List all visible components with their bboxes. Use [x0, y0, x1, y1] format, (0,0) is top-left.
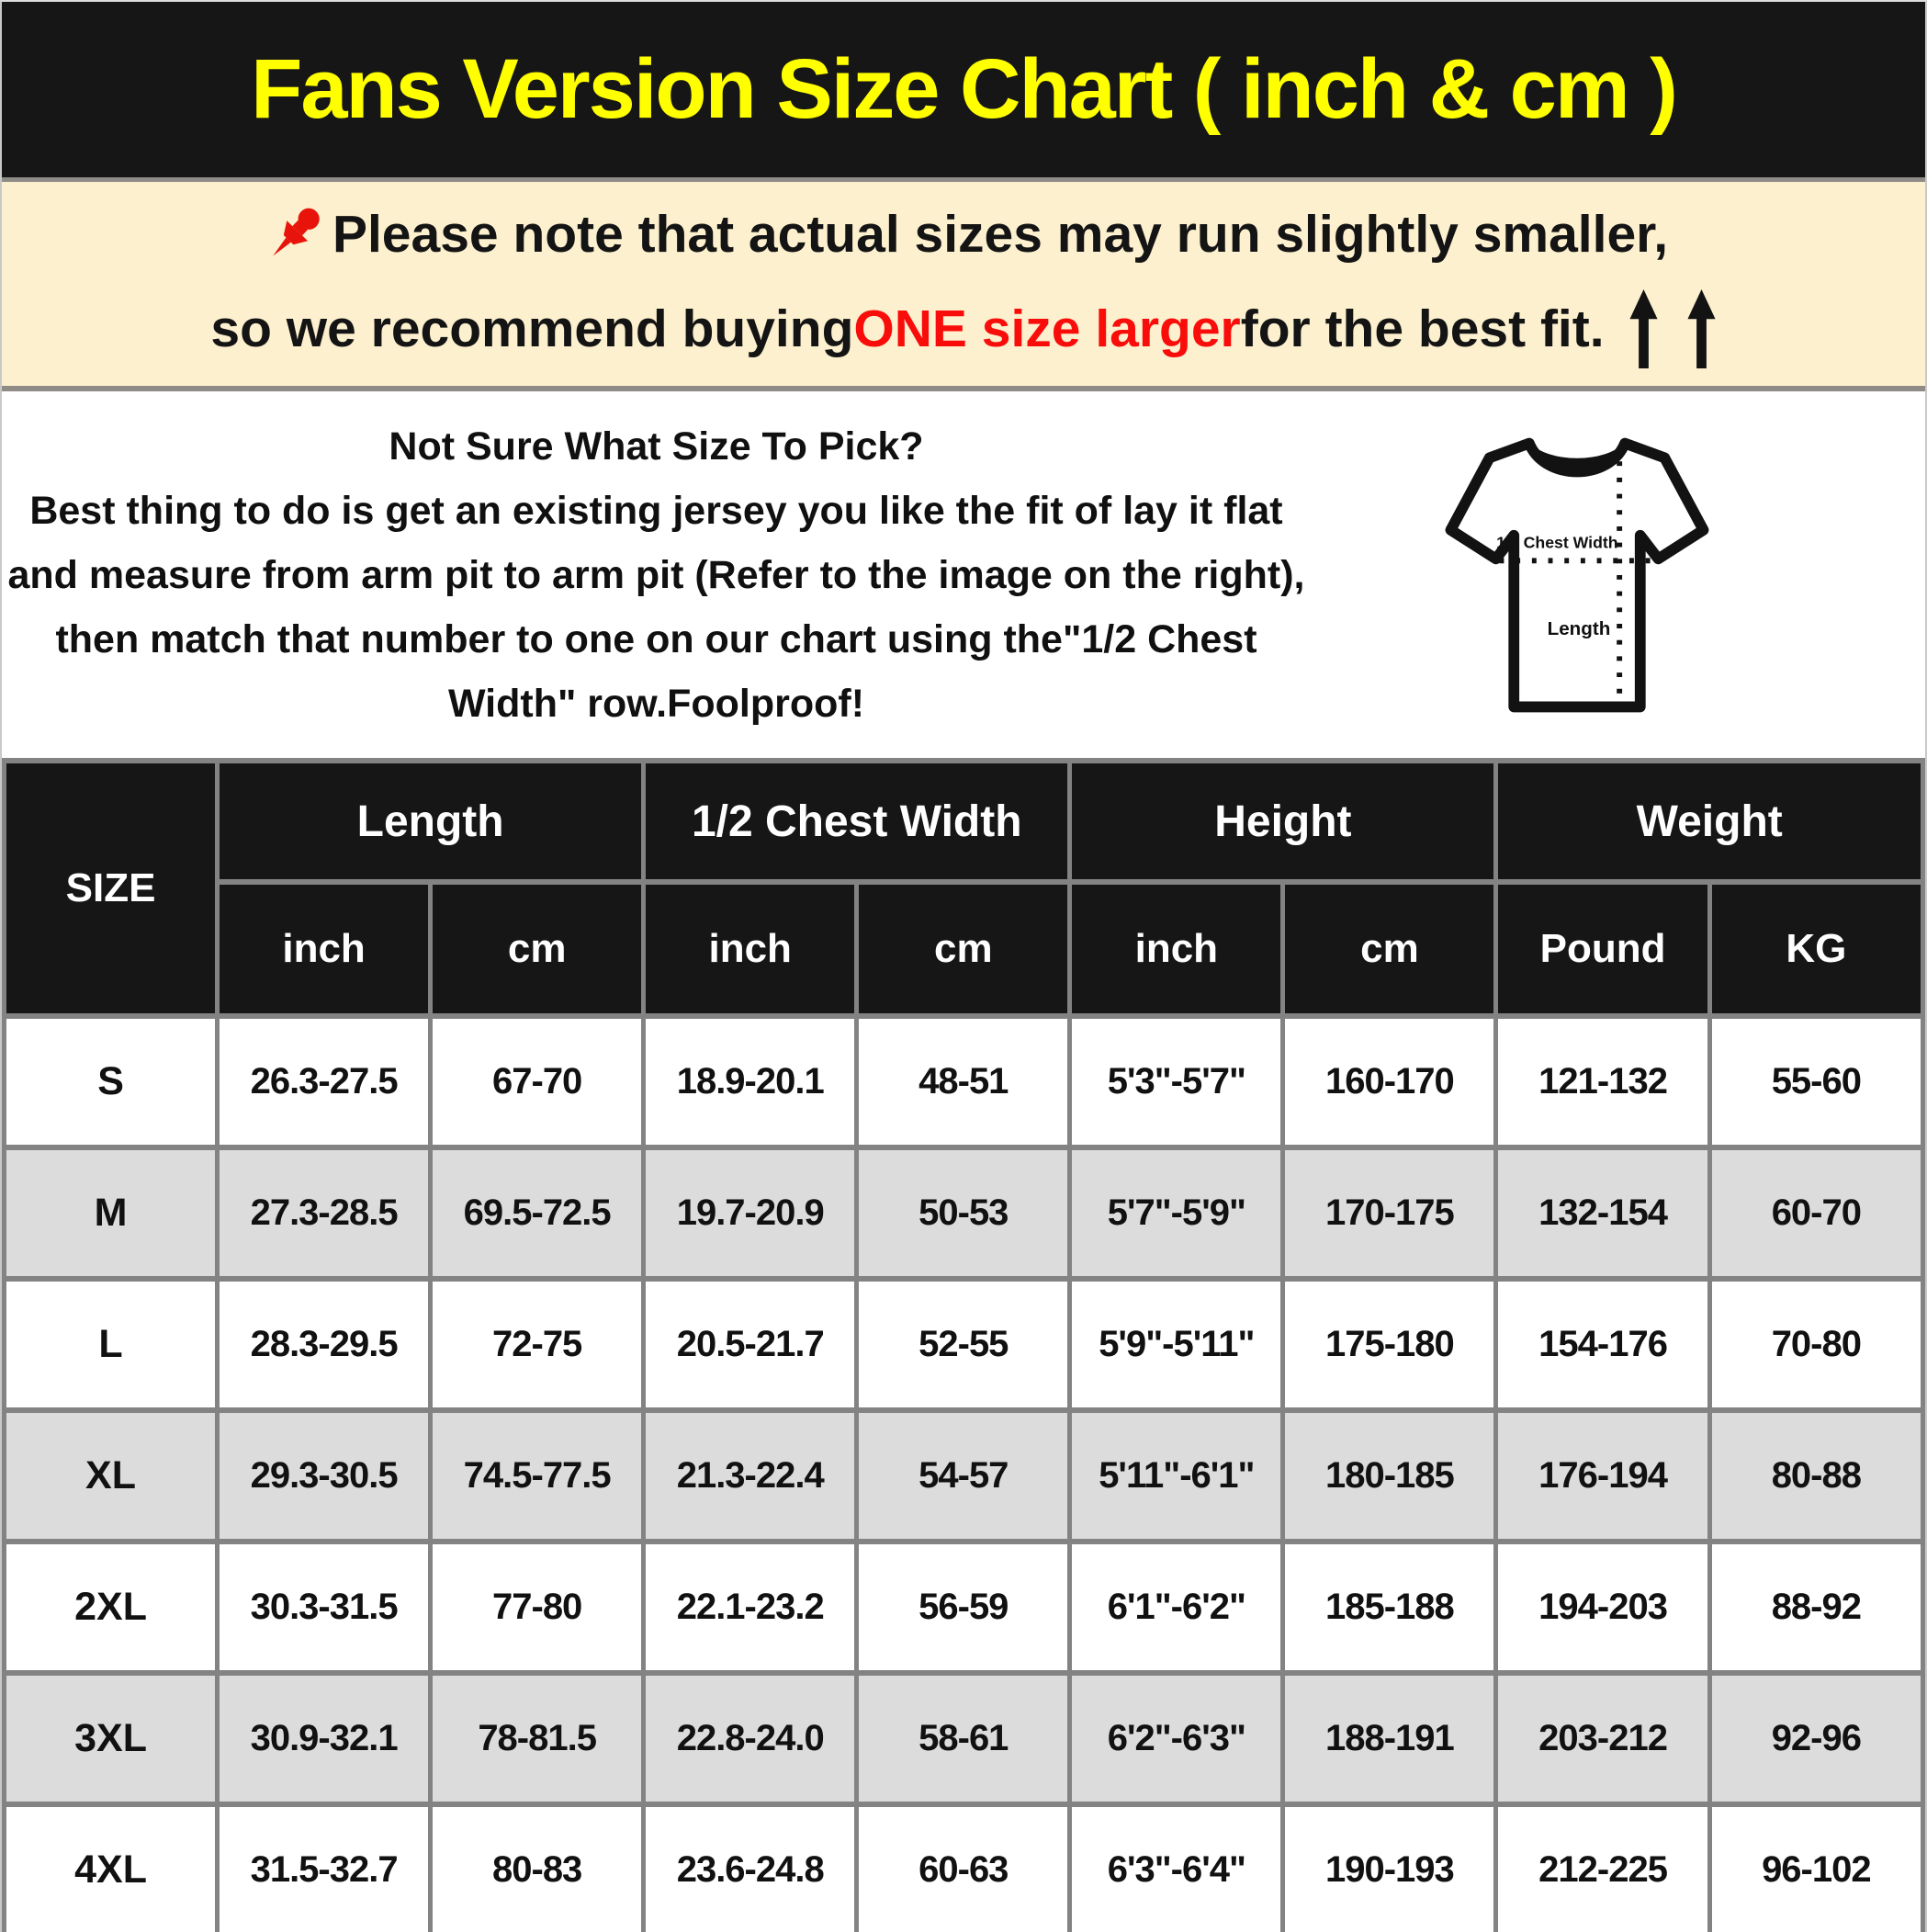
chest-width-label: 1/2 Chest Width [1496, 533, 1618, 552]
table-cell: 27.3-28.5 [218, 1147, 431, 1279]
table-cell: 23.6-24.8 [644, 1804, 857, 1932]
table-cell: 31.5-32.7 [218, 1804, 431, 1932]
size-label: 3XL [5, 1673, 218, 1804]
guide-heading: Not Sure What Size To Pick? [389, 424, 924, 469]
guide-line: Width" row.Foolproof! [447, 681, 865, 726]
notice-text-2-suffix: for the best fit. [1240, 299, 1605, 358]
table-cell: 5'11"-6'1" [1070, 1410, 1283, 1542]
table-row [5, 1147, 1923, 1279]
sizing-guide-text [2, 391, 1311, 758]
size-label: 4XL [5, 1804, 218, 1932]
table-cell: 212-225 [1496, 1804, 1709, 1932]
size-label: XL [5, 1410, 218, 1542]
table-cell: 22.1-23.2 [644, 1542, 857, 1673]
table-cell: 176-194 [1496, 1410, 1709, 1542]
unit-header: inch [218, 882, 431, 1016]
table-cell: 180-185 [1283, 1410, 1496, 1542]
table-cell: 70-80 [1709, 1279, 1922, 1410]
size-table-wrap [2, 758, 1925, 1932]
table-cell: 60-63 [857, 1804, 1070, 1932]
table-cell: 203-212 [1496, 1673, 1709, 1804]
unit-header: cm [857, 882, 1070, 1016]
up-arrow-icon [1628, 289, 1659, 368]
weight-group-header: Weight [1496, 761, 1923, 882]
size-label: S [5, 1016, 218, 1147]
table-cell: 50-53 [857, 1147, 1070, 1279]
table-cell: 21.3-22.4 [644, 1410, 857, 1542]
page-title: Fans Version Size Chart ( inch & cm ) [251, 42, 1676, 136]
table-cell: 132-154 [1496, 1147, 1709, 1279]
table-row [5, 1410, 1923, 1542]
guide-line: Best thing to do is get an existing jersey you like the fit of lay it flat [29, 488, 1283, 533]
table-cell: 160-170 [1283, 1016, 1496, 1147]
guide-line: and measure from arm pit to arm pit (Refer to the image on the right), [7, 552, 1305, 597]
table-cell: 5'7"-5'9" [1070, 1147, 1283, 1279]
pushpin-icon [259, 199, 329, 269]
table-cell: 96-102 [1709, 1804, 1922, 1932]
up-arrow-icon [1686, 289, 1717, 368]
table-cell: 6'1"-6'2" [1070, 1542, 1283, 1673]
table-cell: 30.3-31.5 [218, 1542, 431, 1673]
table-cell: 80-88 [1709, 1410, 1922, 1542]
table-cell: 60-70 [1709, 1147, 1922, 1279]
table-cell: 154-176 [1496, 1279, 1709, 1410]
unit-header: inch [644, 882, 857, 1016]
table-group-header-row [5, 761, 1923, 882]
notice-text-1: Please note that actual sizes may run slightly smaller, [332, 205, 1669, 264]
table-cell: 190-193 [1283, 1804, 1496, 1932]
table-cell: 80-83 [431, 1804, 644, 1932]
size-column-header: SIZE [5, 761, 218, 1016]
measurement-diagram [1311, 391, 1925, 758]
table-cell: 78-81.5 [431, 1673, 644, 1804]
guide-line: then match that number to one on our chart using the"1/2 Chest [55, 616, 1257, 661]
table-cell: 58-61 [857, 1673, 1070, 1804]
table-cell: 188-191 [1283, 1673, 1496, 1804]
table-cell: 48-51 [857, 1016, 1070, 1147]
table-row [5, 1016, 1923, 1147]
notice-highlight: ONE size larger [853, 299, 1241, 358]
table-cell: 20.5-21.7 [644, 1279, 857, 1410]
table-cell: 69.5-72.5 [431, 1147, 644, 1279]
table-cell: 5'3"-5'7" [1070, 1016, 1283, 1147]
table-cell: 29.3-30.5 [218, 1410, 431, 1542]
notice-banner [2, 177, 1925, 386]
table-cell: 54-57 [857, 1410, 1070, 1542]
sizing-guide-section [2, 386, 1925, 758]
title-bar [2, 2, 1925, 177]
table-row [5, 1279, 1923, 1410]
table-cell: 52-55 [857, 1279, 1070, 1410]
table-cell: 5'9"-5'11" [1070, 1279, 1283, 1410]
table-cell: 74.5-77.5 [431, 1410, 644, 1542]
table-cell: 77-80 [431, 1542, 644, 1673]
tshirt-diagram-icon [1441, 422, 1713, 729]
up-arrows [1628, 289, 1717, 368]
table-cell: 185-188 [1283, 1542, 1496, 1673]
height-group-header: Height [1070, 761, 1496, 882]
table-cell: 170-175 [1283, 1147, 1496, 1279]
length-label: Length [1547, 617, 1611, 639]
table-cell: 26.3-27.5 [218, 1016, 431, 1147]
table-cell: 67-70 [431, 1016, 644, 1147]
unit-header: cm [1283, 882, 1496, 1016]
table-cell: 88-92 [1709, 1542, 1922, 1673]
unit-header: inch [1070, 882, 1283, 1016]
size-label: L [5, 1279, 218, 1410]
unit-header: Pound [1496, 882, 1709, 1016]
table-cell: 121-132 [1496, 1016, 1709, 1147]
table-cell: 19.7-20.9 [644, 1147, 857, 1279]
table-cell: 55-60 [1709, 1016, 1922, 1147]
unit-header: KG [1709, 882, 1922, 1016]
table-cell: 6'2"-6'3" [1070, 1673, 1283, 1804]
size-label: M [5, 1147, 218, 1279]
table-unit-header-row [5, 882, 1923, 1016]
notice-line-2 [210, 289, 1716, 368]
table-row [5, 1673, 1923, 1804]
table-cell: 28.3-29.5 [218, 1279, 431, 1410]
table-cell: 72-75 [431, 1279, 644, 1410]
table-cell: 6'3"-6'4" [1070, 1804, 1283, 1932]
chest-width-group-header: 1/2 Chest Width [644, 761, 1070, 882]
size-chart-table [2, 758, 1925, 1932]
table-cell: 18.9-20.1 [644, 1016, 857, 1147]
notice-line-1 [259, 199, 1668, 269]
table-cell: 175-180 [1283, 1279, 1496, 1410]
table-row [5, 1542, 1923, 1673]
table-cell: 30.9-32.1 [218, 1673, 431, 1804]
unit-header: cm [431, 882, 644, 1016]
length-group-header: Length [218, 761, 644, 882]
notice-text-2-prefix: so we recommend buying [210, 299, 854, 358]
table-cell: 194-203 [1496, 1542, 1709, 1673]
table-row [5, 1804, 1923, 1932]
table-cell: 92-96 [1709, 1673, 1922, 1804]
table-cell: 22.8-24.0 [644, 1673, 857, 1804]
table-cell: 56-59 [857, 1542, 1070, 1673]
size-label: 2XL [5, 1542, 218, 1673]
